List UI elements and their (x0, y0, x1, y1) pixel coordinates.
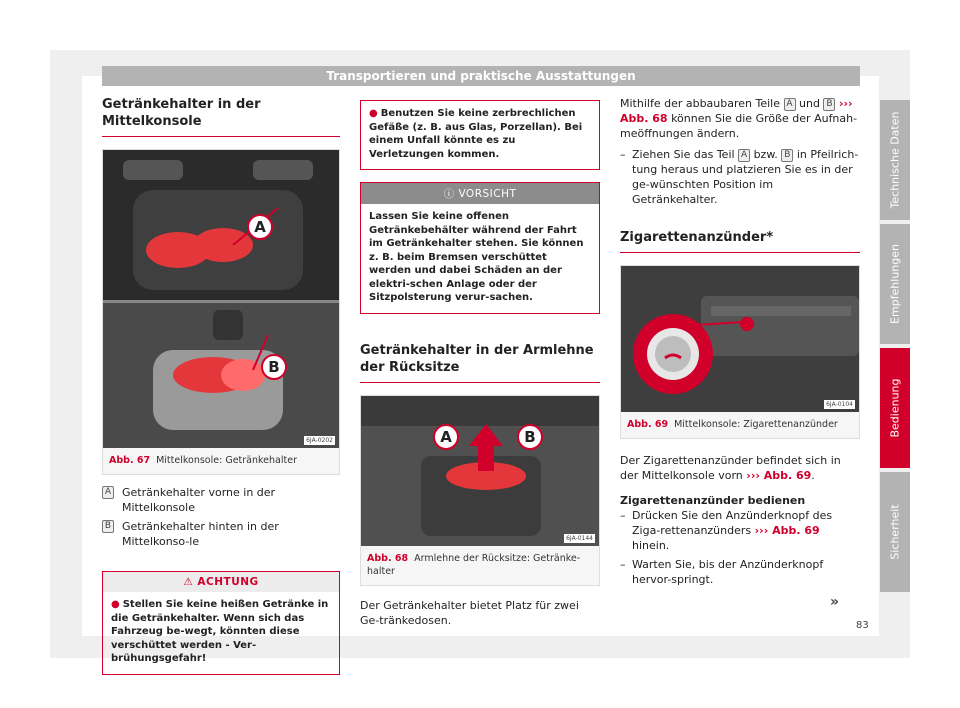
side-tab-label: Technische Daten (888, 111, 902, 209)
step-wait (620, 557, 860, 587)
figure-number: Abb. 67 (109, 455, 151, 466)
caution-label: VORSICHT (458, 188, 517, 200)
column-middle (360, 96, 600, 628)
lighter-photo (621, 266, 859, 412)
armrest-illustration (361, 396, 599, 546)
warning-body (103, 592, 339, 674)
side-tab-technische-daten[interactable] (880, 100, 910, 220)
continue-marker: » (830, 594, 840, 610)
dash-marker: – (620, 509, 626, 522)
link-abb-68[interactable]: ››› Abb. 68 (620, 97, 853, 125)
page-number: 83 (856, 620, 869, 631)
step-3-text: Warten Sie, bis der Anzünderknopf hervor-springt. (632, 558, 824, 586)
link-abb-69[interactable]: ››› Abb. 69 (746, 469, 812, 482)
bullet-icon: ● (369, 108, 378, 119)
figure-68 (360, 395, 600, 586)
cupholder-illustration (103, 150, 339, 448)
step-1-text-c: in Pfeilrich-tung heraus und platzieren Sie es in der ge-wünschten Position im Getränkehalter. (632, 148, 859, 206)
link-abb-69[interactable]: ››› Abb. 69 (754, 524, 820, 537)
side-tab-sicherheit[interactable] (880, 472, 910, 592)
cupholder-console-photo (103, 150, 339, 448)
page-header: Transportieren und praktische Ausstattungen (102, 66, 860, 86)
side-tab-bedienung[interactable] (880, 348, 910, 468)
legend-key-b: B (102, 520, 114, 533)
step-2-text-a: Drücken Sie den Anzünderknopf des Ziga-rettenanzünders (632, 509, 833, 537)
inline-badge-b: B (823, 98, 835, 111)
caution-header (361, 183, 599, 204)
lighter-location-text: Der Zigarettenanzünder befindet sich in der Mittelkonsole vorn ››› Abb. 69. (620, 454, 841, 482)
figure-67 (102, 149, 340, 475)
section-title-armrest: Getränkehalter in der Armlehne der Rücksitze (360, 342, 600, 383)
warning-continuation-text: Benutzen Sie keine zerbrechlichen Gefäße (z. B. aus Glas, Porzellan). Bei einem Unfall könnte es zu Verletzungen kommen. (369, 108, 583, 160)
inline-badge-b: B (781, 149, 793, 162)
legend-item-a (102, 485, 340, 515)
legend-text-b: Getränkehalter hinten in der Mittelkonso-le (122, 520, 279, 548)
column-right (620, 96, 860, 587)
dash-marker: – (620, 148, 626, 161)
section-title-lighter: Zigarettenanzünder* (620, 229, 860, 253)
armrest-photo (361, 396, 599, 546)
intro-text-1: Mithilfe der abbaubaren Teile (620, 97, 781, 110)
section-title-cupholder-console: Getränkehalter in der Mittelkonsole (102, 96, 340, 137)
figure-caption (103, 448, 339, 474)
step-text (632, 147, 860, 207)
side-tab-empfehlungen[interactable] (880, 224, 910, 344)
figure-caption-text: Armlehne der Rücksitze: Getränke-halter (367, 552, 581, 577)
warning-box (102, 571, 340, 675)
side-tab-label: Empfehlungen (888, 244, 902, 324)
side-tab-label: Sicherheit (888, 504, 902, 560)
inline-badge-a: A (784, 98, 796, 111)
figure-caption (621, 412, 859, 438)
lighter-illustration (621, 266, 859, 412)
bullet-icon: ● (111, 599, 120, 610)
step-text (632, 508, 860, 553)
figure-code: 6JA-0202 (306, 437, 333, 444)
figure-caption-text: Mittelkonsole: Getränkehalter (156, 455, 297, 466)
resize-intro (620, 96, 860, 141)
legend-text-a: Getränkehalter vorne in der Mittelkonsole (122, 486, 276, 514)
callout-a: A (433, 424, 459, 450)
armrest-body-text: Der Getränkehalter bietet Platz für zwei Ge-tränkedosen. (360, 598, 579, 627)
caution-box (360, 182, 600, 314)
figure-caption-text: Mittelkonsole: Zigarettenanzünder (674, 419, 838, 430)
subheading-lighter-operate: Zigarettenanzünder bedienen (620, 494, 806, 507)
callout-b: B (261, 354, 287, 380)
step-pull-part (620, 147, 860, 207)
intro-text-2: können Sie die Größe der Aufnah-meöffnungen ändern. (620, 112, 858, 140)
column-left (102, 96, 340, 675)
warning-text: Stellen Sie keine heißen Getränke in die Getränkehalter. Wenn sich das Fahrzeug be-wegt, könnten diese verschüttet werden - Ver-brühungsgefahr! (111, 599, 329, 664)
warning-header (103, 572, 339, 592)
legend-list (102, 485, 340, 549)
warning-continuation-box (360, 100, 600, 170)
callout-b: B (517, 424, 543, 450)
step-1-text-b: bzw. (753, 148, 778, 161)
caution-body: Lassen Sie keine offenen Getränkebehälter während der Fahrt im Getränkehalter stehen. Sie können z. B. beim Bremsen verschüttet werden und dabei Schäden an der elektri-schen Anlage oder der Sitzpolsterung verur-sachen. (369, 211, 584, 303)
figure-caption (361, 546, 599, 585)
step-press-knob (620, 508, 860, 553)
inline-badge-a: A (738, 149, 750, 162)
lighter-body-text: Der Zigarettenanzünder befindet sich in der Mittelkonsole vorn (620, 454, 841, 482)
step-2-text-b: hinein. (632, 539, 670, 552)
warning-label: ACHTUNG (197, 576, 259, 588)
dash-marker: – (620, 558, 626, 571)
figure-number: Abb. 68 (367, 552, 409, 564)
info-circle-icon: ⓘ (443, 188, 455, 200)
figure-69 (620, 265, 860, 439)
legend-item-b (102, 519, 340, 549)
figure-number: Abb. 69 (627, 419, 669, 430)
callout-a: A (247, 214, 273, 240)
step-1-text-a: Ziehen Sie das Teil (632, 148, 735, 161)
legend-key-a: A (102, 486, 114, 499)
intro-and: und (799, 97, 820, 110)
side-tab-label: Bedienung (888, 378, 902, 438)
warning-continuation-body (361, 101, 599, 169)
warning-triangle-icon: ⚠ (183, 576, 194, 588)
figure-code: 6JA-0104 (826, 401, 853, 408)
figure-code: 6JA-0144 (566, 534, 593, 542)
